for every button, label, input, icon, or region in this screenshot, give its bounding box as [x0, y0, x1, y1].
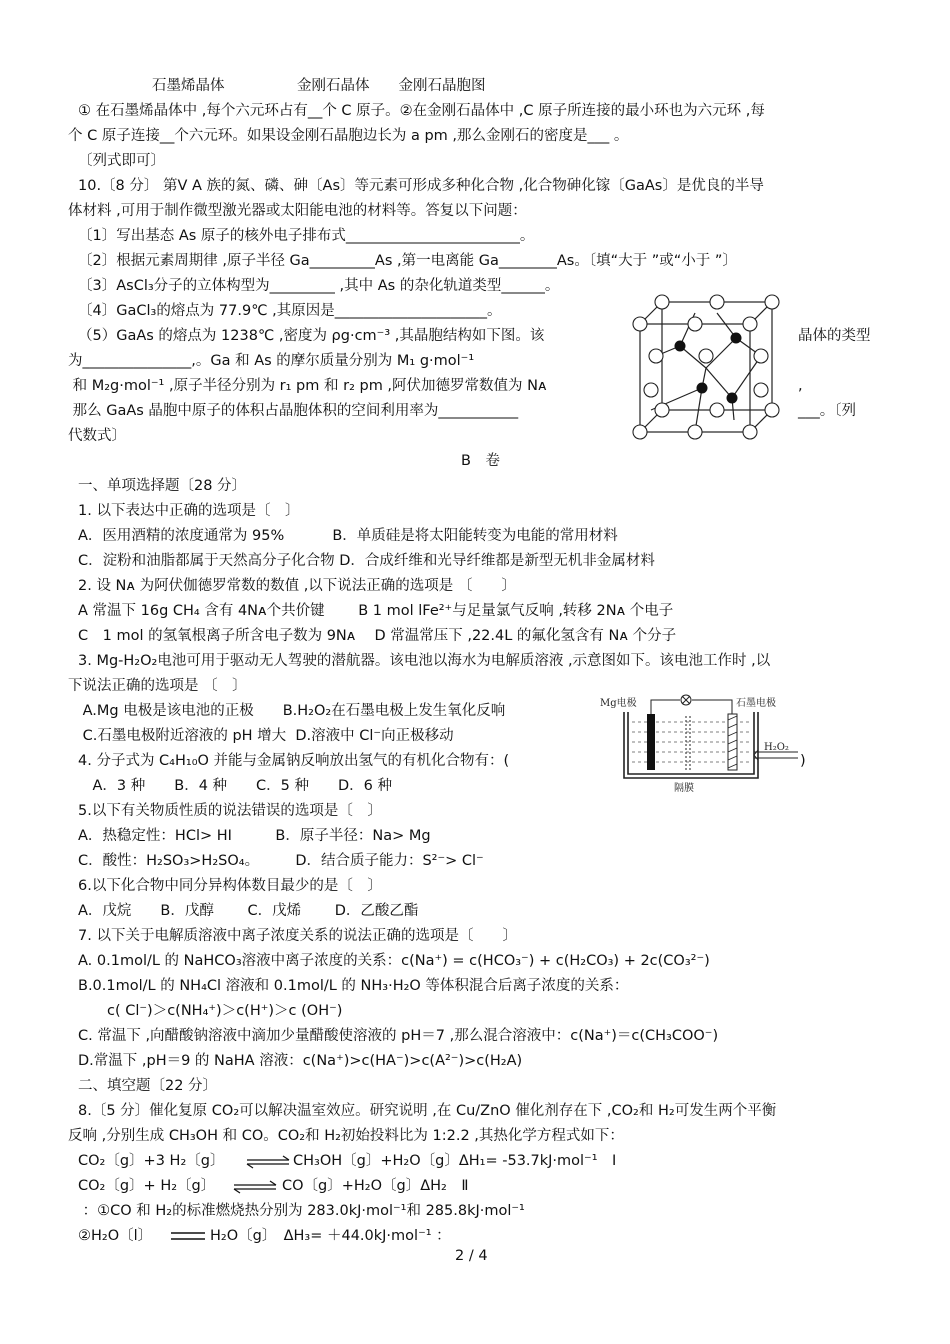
q10-part8-right: ___。〔列	[798, 403, 856, 419]
mc-q3-ab: A.Mg 电极是该电池的正极 B.H₂O₂在石墨电极上发生氧化反响	[78, 703, 506, 719]
q10-line1: 10.〔8 分〕 第Ⅴ A 族的氮、磷、砷〔As〕等元素可形成多种化合物 ,化合物砷化镓〔GaAs〕是优良的半导	[78, 178, 764, 194]
mc-q7-d: D.常温下 ,pH＝9 的 NaHA 溶液：c(Na⁺)>c(HA⁻)>c(A²⁻)>c(H₂A)	[78, 1053, 523, 1069]
mc-q7-b2: c( Cl⁻)＞c(NH₄⁺)＞c(H⁺)＞c (OH⁻)	[78, 1003, 343, 1019]
mc-q1: 1. 以下表达中正确的选项是〔 〕	[78, 503, 300, 519]
equilibrium-arrow-icon	[245, 1155, 291, 1169]
known-1: ：①CO 和 H₂的标准燃烧热分别为 283.0kJ·mol⁻¹和 285.8kJ·mol⁻¹	[78, 1203, 525, 1219]
section2-heading: 二、填空题〔22 分〕	[78, 1078, 218, 1094]
q9-line1: ① 在石墨烯晶体中 ,每个六元环占有__个 C 原子。②在金刚石晶体中 ,C 原子所连接的最小环也为六元环 ,每	[78, 103, 765, 119]
mc-q2-cd: C 1 mol 的氢氧根离子所含电子数为 9Nᴀ D 常温常压下 ,22.4L 的氟化氢含有 Nᴀ 个分子	[78, 628, 677, 644]
q10-part2: 〔2〕根据元素周期律 ,原子半径 Ga_________As ,第一电离能 Ga________As。〔填“大于 ”或“小于 ”〕	[78, 253, 737, 269]
mc-q2: 2. 设 Nᴀ 为阿伏伽德罗常数的数值 ,以下说法正确的选项是 〔 〕	[78, 578, 516, 594]
mc-q4-options: A．3 种 B．4 种 C．5 种 D．6 种	[78, 778, 392, 794]
mg-h2o2-battery-figure	[598, 690, 803, 794]
eq1-right: CH₃OH〔g〕+H₂O〔g〕ΔH₁= -53.7kJ·mol⁻¹ Ⅰ	[293, 1153, 617, 1169]
equals-sign-icon	[170, 1230, 206, 1242]
q10-part7-right: ,	[798, 378, 803, 394]
mc-q5-cd: C．酸性：H₂SO₃>H₂SO₄。 D．结合质子能力：S²⁻> Cl⁻	[78, 853, 484, 869]
q10-line2: 体材料 ,可用于制作微型激光器或太阳能电池的材料等。答复以下问题：	[68, 203, 527, 219]
h2o2-label: H₂O₂	[764, 742, 789, 753]
q8-line2: 反响 ,分别生成 CH₃OH 和 CO。CO₂和 H₂初始投料比为 1:2.2 ,其热化学方程式如下：	[68, 1128, 624, 1144]
mc-q3: 3. Mg-H₂O₂电池可用于驱动无人驾驶的潜航器。该电池以海水为电解质溶液 ,示意图如下。该电池工作时 ,以	[78, 653, 771, 669]
eq2-right: CO〔g〕+H₂O〔g〕ΔH₂ Ⅱ	[282, 1178, 469, 1194]
mc-q7-a: A. 0.1mol/L 的 NaHCO₃溶液中离子浓度的关系：c(Na⁺) = c(HCO₃⁻) + c(H₂CO₃) + 2c(CO₃²⁻)	[78, 953, 710, 969]
known-2-left: ②H₂O〔l〕	[78, 1228, 153, 1244]
mc-q2-ab: A 常温下 16g CH₄ 含有 4Nᴀ个共价键 B 1 mol lFe²⁺与足量氯气反响 ,转移 2Nᴀ 个电子	[78, 603, 674, 619]
eq1-left: CO₂〔g〕+3 H₂〔g〕	[78, 1153, 225, 1169]
mc-q4: 4. 分子式为 C₄H₁₀O 并能与金属钠反响放出氢气的有机化合物有：(	[78, 753, 510, 769]
q10-part9: 代数式〕	[68, 428, 126, 444]
mc-q3-cd: C.石墨电极附近溶液的 pH 增大 D.溶液中 Cl⁻向正极移动	[78, 728, 454, 744]
equilibrium-arrow-icon	[232, 1180, 278, 1194]
q10-part8: 那么 GaAs 晶胞中原子的体积占晶胞体积的空间利用率为___________	[68, 403, 519, 419]
known-2-right: H₂O〔g〕 ΔH₃= ＋44.0kJ·mol⁻¹ ：	[210, 1228, 451, 1244]
mc-q7-b: B.0.1mol/L 的 NH₄Cl 溶液和 0.1mol/L 的 NH₃·H₂O 等体积混合后离子浓度的关系：	[78, 978, 629, 994]
mc-q5: 5.以下有关物质性质的说法错误的选项是〔 〕	[78, 803, 382, 819]
graphite-electrode-label: 石墨电极	[736, 698, 776, 709]
mc-q7: 7. 以下关于电解质溶液中离子浓度关系的说法正确的选项是〔 〕	[78, 928, 517, 944]
mc-q7-c: C. 常温下 ,向醋酸钠溶液中滴加少量醋酸使溶液的 pH＝7 ,那么混合溶液中：c(Na⁺)＝c(CH₃COO⁻)	[78, 1028, 719, 1044]
q9-line2: 个 C 原子连接__个六元环。如果设金刚石晶胞边长为 a pm ,那么金刚石的密度是___ 。	[68, 128, 629, 144]
q10-part4: 〔4〕GaCl₃的熔点为 77.9℃ ,其原因是_____________________。	[78, 303, 502, 319]
q10-part7: 和 M₂g·mol⁻¹ ,原子半径分别为 r₁ pm 和 r₂ pm ,阿伏加德罗常数值为 Nᴀ	[68, 378, 547, 394]
mc-q6-options: A．戊烷 B．戊醇 C．戊烯 D．乙酸乙酯	[78, 903, 419, 919]
mc-q4-right: )	[800, 753, 806, 769]
section-b-title: B 卷	[461, 453, 500, 469]
figure-captions: 石墨烯晶体 金刚石晶体 金刚石晶胞图	[152, 78, 486, 94]
mg-electrode-label: Mg电极	[600, 698, 637, 709]
q10-part5-right: 晶体的类型	[798, 328, 871, 344]
q10-part3: 〔3〕AsCl₃分子的立体构型为_________ ,其中 As 的杂化轨道类型______。	[78, 278, 560, 294]
mc-q1-ab: A．医用酒精的浓度通常为 95% B．单质硅是将太阳能转变为电能的常用材料	[78, 528, 618, 544]
q10-part5: （5）GaAs 的熔点为 1238℃ ,密度为 ρg·cm⁻³ ,其晶胞结构如下图。该	[78, 328, 545, 344]
q8-line1: 8.〔5 分〕催化复原 CO₂可以解决温室效应。研究说明 ,在 Cu/ZnO 催化剂存在下 ,CO₂和 H₂可发生两个平衡	[78, 1103, 777, 1119]
mc-q5-ab: A．热稳定性：HCl> HI B．原子半径：Na> Mg	[78, 828, 431, 844]
q9-line3: 〔列式即可〕	[78, 153, 165, 169]
mc-q1-cd: C．淀粉和油脂都属于天然高分子化合物 D．合成纤维和光导纤维都是新型无机非金属材料	[78, 553, 655, 569]
mc-q3-b: 下说法正确的选项是 〔 〕	[68, 678, 247, 694]
eq2-left: CO₂〔g〕+ H₂〔g〕	[78, 1178, 216, 1194]
page-number: 2 / 4	[455, 1248, 488, 1264]
gaas-unit-cell-figure	[632, 294, 792, 442]
section1-heading: 一、单项选择题〔28 分〕	[78, 478, 247, 494]
membrane-label: 隔膜	[674, 783, 694, 794]
mc-q6: 6.以下化合物中同分异构体数目最少的是〔 〕	[78, 878, 382, 894]
q10-part6: 为_______________,。Ga 和 As 的摩尔质量分别为 M₁ g·mol⁻¹	[68, 353, 475, 369]
q10-part1: 〔1〕写出基态 As 原子的核外电子排布式________________________。	[78, 228, 535, 244]
